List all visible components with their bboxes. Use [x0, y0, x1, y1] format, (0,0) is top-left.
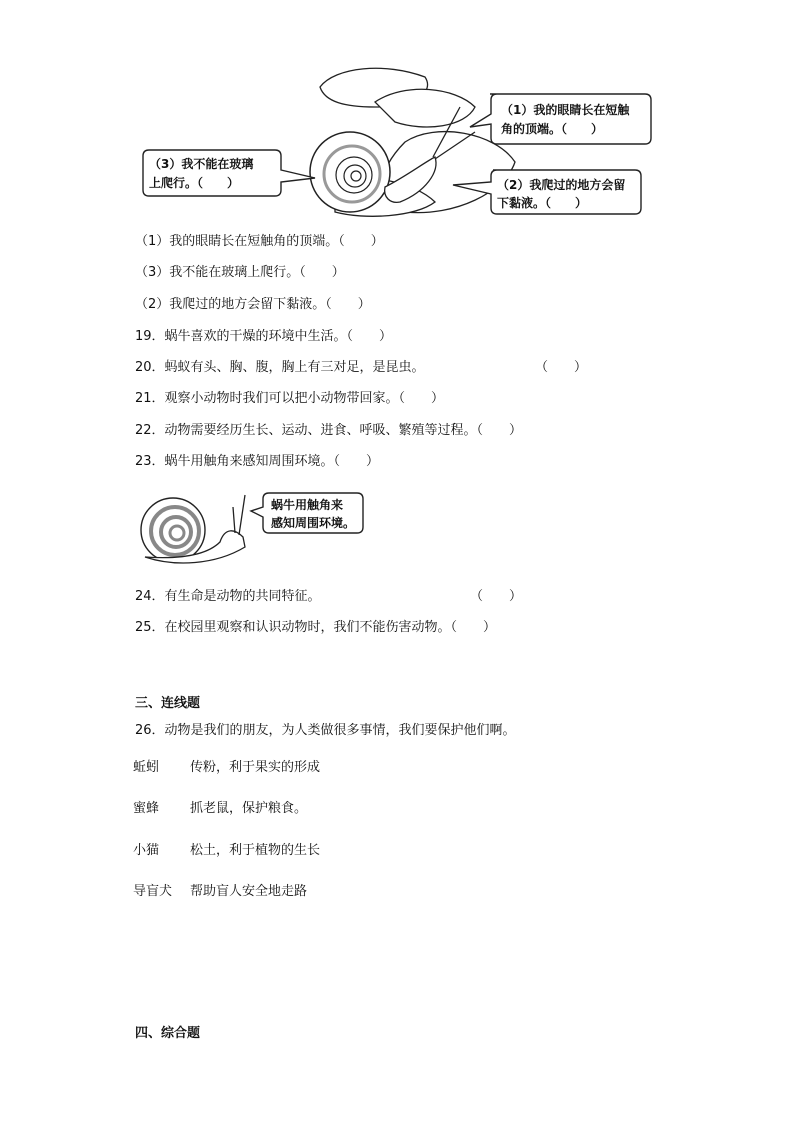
- matching-animal: 导盲犬: [133, 884, 173, 899]
- question-19: 19．蜗牛喜欢的干燥的环境中生活。（ ）: [135, 329, 393, 344]
- section-4-title: 四、综合题: [135, 1026, 201, 1041]
- speech-bubble-1: [470, 94, 651, 144]
- snail-tentacles-2: [233, 495, 245, 535]
- matching-row: [133, 842, 320, 860]
- bubble-1-line-1: （1）我的眼睛长在短触: [501, 103, 630, 117]
- question-23: 23．蜗牛用触角来感知周围环境。（ ）: [135, 454, 380, 469]
- matching-row: [133, 800, 307, 818]
- question-24: 24．有生命是动物的共同特征。: [135, 589, 321, 604]
- matching-role: 传粉，利于果实的形成: [190, 760, 321, 775]
- matching-role: 帮助盲人安全地走路: [190, 884, 308, 899]
- bubble-1-line-2: 角的顶端。（ ）: [501, 122, 604, 136]
- bubble-3-line-2: 上爬行。（ ）: [149, 176, 240, 190]
- speech-bubble-3: [143, 150, 315, 196]
- statement-1: （1）我的眼睛长在短触角的顶端。（ ）: [135, 234, 384, 249]
- matching-row: [133, 759, 320, 777]
- speech-bubble-4: [251, 493, 363, 533]
- matching-animal: 蚯蚓: [133, 760, 160, 775]
- bubble-4-line-1: 蜗牛用触角来: [271, 498, 344, 512]
- question-20: 20．蚂蚁有头、胸、腹，胸上有三对足，是昆虫。: [135, 360, 425, 375]
- bubble-2-line-1: （2）我爬过的地方会留: [497, 178, 626, 192]
- question-22: 22．动物需要经历生长、运动、进食、呼吸、繁殖等过程。（ ）: [135, 423, 523, 438]
- matching-role: 抓老鼠，保护粮食。: [190, 801, 308, 816]
- question-25: 25．在校园里观察和认识动物时，我们不能伤害动物。（ ）: [135, 620, 497, 635]
- statement-3: （3）我不能在玻璃上爬行。（ ）: [135, 265, 345, 280]
- question-24-blank: （ ）: [470, 589, 523, 604]
- section-3-title: 三、连线题: [135, 696, 201, 711]
- statement-2: （2）我爬过的地方会留下黏液。（ ）: [135, 297, 371, 312]
- matching-animal: 蜜蜂: [133, 801, 160, 816]
- bubble-4-line-2: 感知周围环境。: [271, 516, 356, 530]
- snail-shell: [310, 132, 390, 212]
- bubble-3-line-1: （3）我不能在玻璃: [149, 157, 254, 171]
- question-20-blank: （ ）: [535, 360, 588, 375]
- snail-shell-2: [141, 498, 205, 562]
- question-26: 26．动物是我们的朋友，为人类做很多事情，我们要保护他们啊。: [135, 723, 516, 738]
- snail-leaves-illustration: [135, 62, 655, 222]
- matching-role: 松土，利于植物的生长: [190, 843, 321, 858]
- question-21: 21．观察小动物时我们可以把小动物带回家。（ ）: [135, 391, 445, 406]
- matching-row: [133, 883, 307, 901]
- snail-tentacle-illustration: [135, 487, 375, 572]
- bubble-2-line-2: 下黏液。（ ）: [497, 196, 588, 210]
- matching-animal: 小猫: [133, 843, 160, 858]
